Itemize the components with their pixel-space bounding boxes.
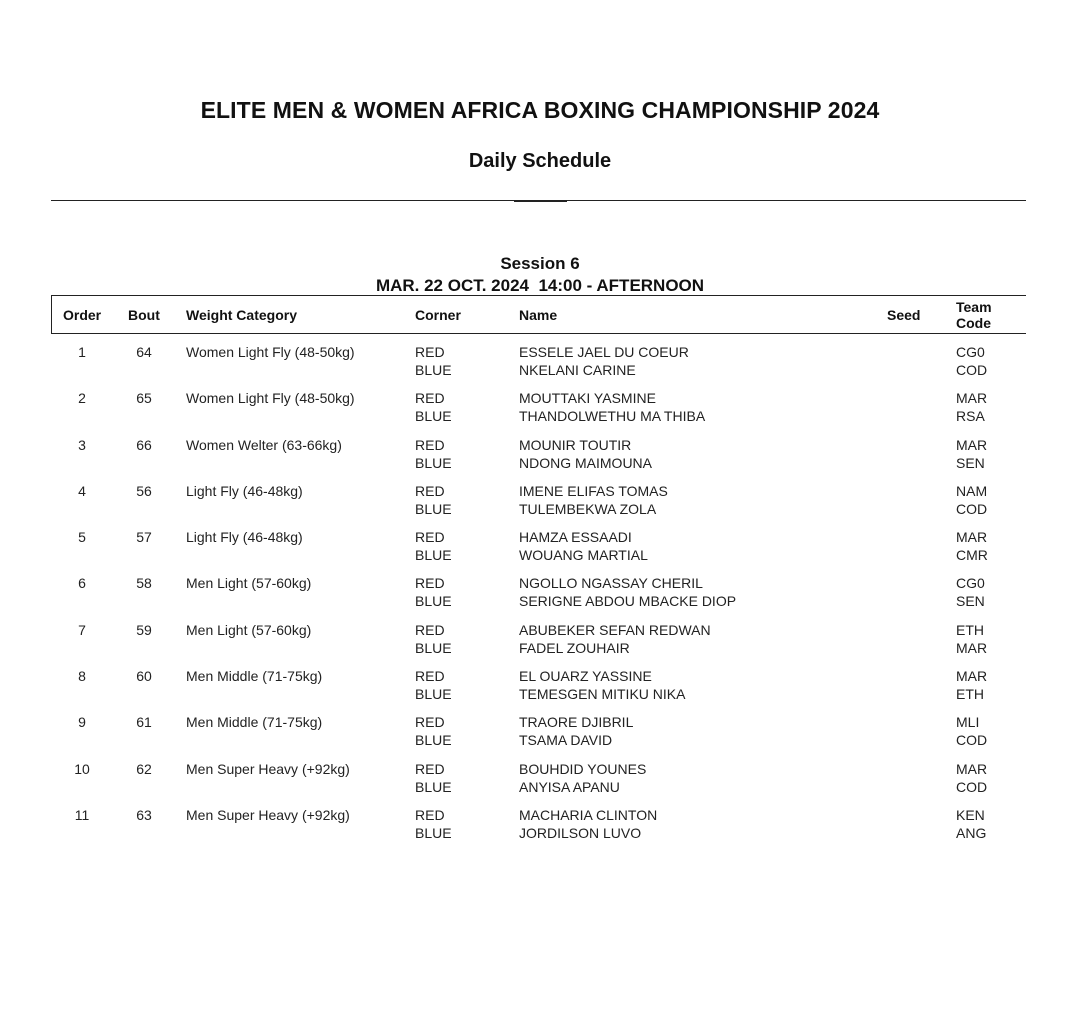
blue-boxer-name: WOUANG MARTIAL bbox=[519, 547, 648, 564]
red-boxer-name: ESSELE JAEL DU COEUR bbox=[519, 344, 689, 360]
bout-order: 9 bbox=[78, 714, 86, 731]
bout-number: 63 bbox=[136, 806, 152, 823]
column-header-team-line1: Team bbox=[956, 299, 992, 315]
blue-corner-label: BLUE bbox=[415, 732, 452, 749]
session-name: Session 6 bbox=[500, 254, 580, 273]
blue-team-code: COD bbox=[956, 362, 988, 378]
table-row bbox=[0, 760, 1080, 806]
red-team-code: MAR bbox=[956, 390, 988, 407]
session-datetime: MAR. 22 OCT. 2024 14:00 - AFTERNOON bbox=[375, 276, 705, 295]
blue-corner-label: BLUE bbox=[415, 778, 452, 795]
column-header-bout: Bout bbox=[128, 307, 160, 323]
bout-order: 2 bbox=[78, 390, 86, 407]
bout-number: 61 bbox=[136, 714, 152, 731]
blue-boxer-name: SERIGNE ABDOU MBACKE DIOP bbox=[519, 593, 737, 610]
table-row bbox=[0, 528, 1080, 574]
table-row bbox=[0, 436, 1080, 482]
table-row bbox=[0, 713, 1080, 759]
weight-category: Men Middle (71-75kg) bbox=[186, 668, 323, 685]
red-team-code: ETH bbox=[956, 621, 984, 638]
red-team-code: KEN bbox=[956, 806, 985, 823]
column-header-team-code bbox=[956, 299, 992, 331]
red-boxer-name: ABUBEKER SEFAN REDWAN bbox=[519, 621, 711, 638]
red-team-code: CG0 bbox=[956, 344, 985, 360]
red-team-code: MAR bbox=[956, 760, 988, 777]
red-boxer-name: EL OUARZ YASSINE bbox=[519, 668, 652, 685]
blue-boxer-name: NDONG MAIMOUNA bbox=[519, 454, 652, 471]
bout-order: 6 bbox=[78, 575, 86, 592]
red-corner-label: RED bbox=[415, 621, 445, 638]
red-corner-label: RED bbox=[415, 714, 445, 731]
red-boxer-name: HAMZA ESSAADI bbox=[519, 529, 632, 546]
bout-order: 7 bbox=[78, 621, 86, 638]
blue-team-code: ANG bbox=[956, 824, 987, 841]
weight-category: Light Fly (46-48kg) bbox=[186, 529, 303, 546]
red-corner-label: RED bbox=[415, 760, 445, 777]
weight-category: Women Light Fly (48-50kg) bbox=[186, 344, 355, 360]
blue-team-code: SEN bbox=[956, 593, 985, 610]
blue-team-code: MAR bbox=[956, 639, 988, 656]
table-row bbox=[0, 389, 1080, 435]
bout-number: 59 bbox=[136, 621, 152, 638]
bout-order: 4 bbox=[78, 482, 86, 499]
blue-corner-label: BLUE bbox=[415, 639, 452, 656]
bout-number: 64 bbox=[136, 344, 152, 360]
blue-boxer-name: JORDILSON LUVO bbox=[519, 824, 642, 841]
red-team-code: MAR bbox=[956, 668, 988, 685]
bout-number: 66 bbox=[136, 436, 152, 453]
table-row bbox=[0, 621, 1080, 667]
red-boxer-name: NGOLLO NGASSAY CHERIL bbox=[519, 575, 703, 592]
red-boxer-name: BOUHDID YOUNES bbox=[519, 760, 647, 777]
bout-order: 8 bbox=[78, 668, 86, 685]
bout-number: 60 bbox=[136, 668, 152, 685]
blue-team-code: COD bbox=[956, 732, 988, 749]
blue-corner-label: BLUE bbox=[415, 686, 452, 703]
red-corner-label: RED bbox=[415, 482, 445, 499]
schedule-table-body bbox=[0, 343, 1080, 852]
blue-boxer-name: TULEMBEKWA ZOLA bbox=[519, 500, 657, 517]
red-corner-label: RED bbox=[415, 529, 445, 546]
blue-corner-label: BLUE bbox=[415, 408, 452, 425]
bout-number: 65 bbox=[136, 390, 152, 407]
red-boxer-name: TRAORE DJIBRIL bbox=[519, 714, 634, 731]
bout-number: 58 bbox=[136, 575, 152, 592]
blue-corner-label: BLUE bbox=[415, 593, 452, 610]
blue-boxer-name: TEMESGEN MITIKU NIKA bbox=[519, 686, 686, 703]
column-header-seed: Seed bbox=[887, 307, 921, 323]
table-row bbox=[0, 482, 1080, 528]
column-header-order: Order bbox=[63, 307, 102, 323]
column-header-weight: Weight Category bbox=[186, 307, 297, 323]
red-team-code: NAM bbox=[956, 482, 988, 499]
bout-order: 5 bbox=[78, 529, 86, 546]
red-corner-label: RED bbox=[415, 806, 445, 823]
bout-number: 56 bbox=[136, 482, 152, 499]
weight-category: Women Welter (63-66kg) bbox=[186, 436, 342, 453]
blue-boxer-name: ANYISA APANU bbox=[519, 778, 620, 795]
red-team-code: CG0 bbox=[956, 575, 985, 592]
bout-number: 57 bbox=[136, 529, 152, 546]
red-team-code: MLI bbox=[956, 714, 980, 731]
red-boxer-name: IMENE ELIFAS TOMAS bbox=[519, 482, 668, 499]
blue-boxer-name: NKELANI CARINE bbox=[519, 362, 636, 378]
blue-team-code: CMR bbox=[956, 547, 988, 564]
weight-category: Light Fly (46-48kg) bbox=[186, 482, 303, 499]
blue-team-code: COD bbox=[956, 778, 988, 795]
table-header bbox=[51, 295, 1026, 334]
blue-corner-label: BLUE bbox=[415, 454, 452, 471]
blue-corner-label: BLUE bbox=[415, 500, 452, 517]
header-divider-accent bbox=[514, 200, 567, 202]
bout-order: 11 bbox=[74, 806, 90, 823]
red-boxer-name: MACHARIA CLINTON bbox=[519, 806, 658, 823]
red-corner-label: RED bbox=[415, 436, 445, 453]
red-corner-label: RED bbox=[415, 390, 445, 407]
table-row bbox=[0, 806, 1080, 852]
red-corner-label: RED bbox=[415, 344, 445, 360]
red-corner-label: RED bbox=[415, 575, 445, 592]
column-header-team-line2: Code bbox=[956, 315, 991, 331]
table-row bbox=[0, 343, 1080, 389]
blue-corner-label: BLUE bbox=[415, 362, 452, 378]
weight-category: Women Light Fly (48-50kg) bbox=[186, 390, 355, 407]
red-team-code: MAR bbox=[956, 436, 988, 453]
blue-team-code: ETH bbox=[956, 686, 984, 703]
page-title: ELITE MEN & WOMEN AFRICA BOXING CHAMPIONSHIP 2024 bbox=[200, 97, 880, 123]
blue-boxer-name: TSAMA DAVID bbox=[519, 732, 613, 749]
red-team-code: MAR bbox=[956, 529, 988, 546]
page-subtitle: Daily Schedule bbox=[468, 150, 612, 172]
blue-team-code: SEN bbox=[956, 454, 985, 471]
bout-order: 10 bbox=[74, 760, 90, 777]
blue-boxer-name: FADEL ZOUHAIR bbox=[519, 639, 630, 656]
column-header-name: Name bbox=[519, 307, 558, 323]
blue-team-code: COD bbox=[956, 500, 988, 517]
weight-category: Men Super Heavy (+92kg) bbox=[186, 806, 350, 823]
table-row bbox=[0, 574, 1080, 620]
bout-order: 1 bbox=[78, 344, 86, 360]
column-header-corner: Corner bbox=[415, 307, 461, 323]
red-boxer-name: MOUTTAKI YASMINE bbox=[519, 390, 656, 407]
blue-boxer-name: THANDOLWETHU MA THIBA bbox=[519, 408, 706, 425]
weight-category: Men Middle (71-75kg) bbox=[186, 714, 323, 731]
red-corner-label: RED bbox=[415, 668, 445, 685]
weight-category: Men Super Heavy (+92kg) bbox=[186, 760, 350, 777]
blue-corner-label: BLUE bbox=[415, 824, 452, 841]
weight-category: Men Light (57-60kg) bbox=[186, 575, 312, 592]
bout-order: 3 bbox=[78, 436, 86, 453]
blue-team-code: RSA bbox=[956, 408, 985, 425]
bout-number: 62 bbox=[136, 760, 152, 777]
weight-category: Men Light (57-60kg) bbox=[186, 621, 312, 638]
blue-corner-label: BLUE bbox=[415, 547, 452, 564]
red-boxer-name: MOUNIR TOUTIR bbox=[519, 436, 632, 453]
table-row bbox=[0, 667, 1080, 713]
